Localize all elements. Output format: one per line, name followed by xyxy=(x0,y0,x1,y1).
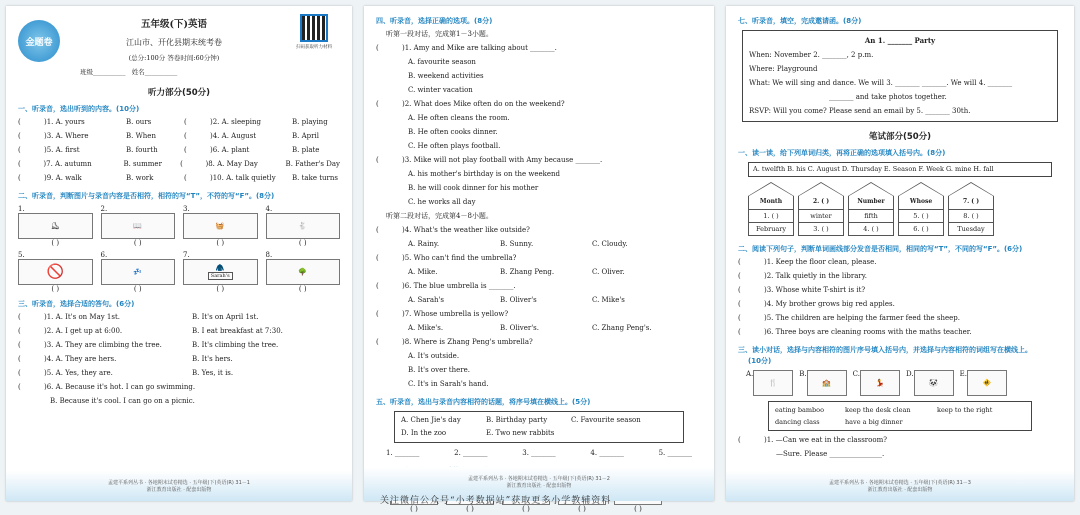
question-row: ( )7. Whose umbrella is yellow? xyxy=(376,310,509,318)
section-7-title: 七、听录音，填空，完成邀请函。(8分) xyxy=(738,17,862,25)
answer-option[interactable]: A. Rainy. xyxy=(408,240,440,248)
topic-answer-blanks xyxy=(376,446,702,460)
picture-item: 3. 🧺 ( ) xyxy=(183,205,258,247)
answer-option[interactable]: B. weekend activities xyxy=(408,72,484,80)
section-4-part-2 xyxy=(376,223,702,391)
word-house: Number fifth 4. ( ) xyxy=(848,182,894,236)
section-1-title: 一、听录音，选出听到的内容。(10分) xyxy=(18,105,140,113)
section-2-images xyxy=(18,205,340,293)
exam-meta: (总分:100分 答卷时间:60分钟) xyxy=(128,54,220,62)
section-4-title: 四、听录音，选择正确的选项。(8分) xyxy=(376,17,493,25)
people-picnic-icon: 🧺 xyxy=(183,213,258,239)
answer-option[interactable]: A. favourite season xyxy=(408,58,476,66)
section-5-title: 五、听录音，选出与录音内容相符的话题，将序号填在横线上。(5分) xyxy=(376,398,591,406)
question-row: ( )5. A. Yes, they are. B. Yes, it is. xyxy=(18,369,234,377)
picture-item: 1. ⛸ ( ) xyxy=(18,205,93,247)
picture-item: 4. 🐇 ( ) xyxy=(266,205,341,247)
listening-header: 听力部分(50分) xyxy=(147,88,211,98)
reading-2-title: 二、阅读下列句子，判断单词画线部分发音是否相同，相同的写“T”，不同的写“F”。(6分) xyxy=(738,245,1023,253)
answer-option[interactable]: A. He often cleans the room. xyxy=(408,114,510,122)
question-row: ( )3. Whose white T-shirt is it? xyxy=(738,286,866,294)
answer-blank[interactable]: 3. _______ xyxy=(522,449,556,457)
question-row: ( )3. A. Where B. When ( )4. A. August B. April xyxy=(18,132,319,140)
section-4-part-1 xyxy=(376,41,702,209)
answer-option[interactable]: B. Sunny. xyxy=(500,240,534,248)
question-row: ( )8. Where is Zhang Peng's umbrella? xyxy=(376,338,533,346)
picture-item: 7. 🧥 Sarah's ( ) xyxy=(183,251,258,293)
question-row: ( )3. Mike will not play football with Amy because _______. xyxy=(376,156,603,164)
qr-code-icon[interactable] xyxy=(300,14,328,42)
question-row: ( )7. A. autumn B. summer ( )8. A. May Day B. Father's Day xyxy=(18,160,340,168)
exam-page-3: 七、听录音，填空，完成邀请函。(8分) An 1. _______ Party When: November 2. _______, 2 p.m. Where: Playground What: We will sing and dance. We will 3. _______ _______. We will 4. _______ _______ and take photos together. RSVP: Will you come? Please send an email by 5. _______ 30th. 笔试部分(50分) 一、读一读，给下列单词归类，再将正确的选项填入括号内。(8分) A. twelfth B. his C. August D. Thursday E. Season F. Week G. mine H. fall Month 1. ( ) February 2. ( ) winter 3. ( ) Number fifth 4. ( ) Whose 5. ( ) 6. ( ) 7. ( ) 8. ( ) Tuesday 二、阅读下列句子，判断单词画线部分发音是否相同，相同的写“T”，不同的写“F”。(6分) ( )1. Keep the floor clean, please. ( )2. Talk quietly in the library. ( )3. Whose white T-shirt is it? ( )4. My brother grows big red apples. ( )5. The children are helping the farmer feed the sheep. ( )6. Three boys are cleaning rooms with the maths teacher. 三、读小对话，选择与内容相符的图片序号填入括号内，并选择与内容相符的词组写在横线上。 (10分) A. 🍴 B. 🏫 C. 💃 D. 🐼 E. 🚸 eating bamboo keep the desk clean keep to the right dancing class have a big dinner ( )1. —Can we eat in the classroom? —Sure. Please _______________. 孟建平系列丛书 · 各地期末试卷精选 · 五年级(下)英语(R) 31－3 浙江教育出版社 · 配套出版物 xyxy=(726,6,1074,501)
word-house: 7. ( ) 8. ( ) Tuesday xyxy=(948,182,994,236)
reading-3-images: A. 🍴 B. 🏫 C. 💃 D. 🐼 E. 🚸 xyxy=(738,367,1062,399)
answer-option[interactable]: C. Mike's xyxy=(592,296,625,304)
written-header: 笔试部分(50分) xyxy=(868,132,932,142)
section-3-title: 三、听录音，选择合适的答句。(6分) xyxy=(18,300,135,308)
question-row: ( )6. Three boys are cleaning rooms with the maths teacher. xyxy=(738,328,972,336)
picture-item: 5. 🚫 ( ) xyxy=(18,251,93,293)
answer-options xyxy=(376,237,702,251)
picture-item: 6. 💤 ( ) xyxy=(101,251,176,293)
answer-option[interactable]: C. Oliver. xyxy=(592,268,625,276)
question-row: ( )4. My brother grows big red apples. xyxy=(738,300,895,308)
picture-item: 8. 🌳 ( ) xyxy=(266,251,341,293)
question-row: ( )1. A. yours B. ours ( )2. A. sleeping B. playing xyxy=(18,118,328,126)
answer-option[interactable]: A. Mike's. xyxy=(408,324,444,332)
question-row: ( )1. Amy and Mike are talking about _______. xyxy=(376,44,557,52)
exam-page-2 xyxy=(364,6,714,513)
word-bank: A. twelfth B. his C. August D. Thursday E. Season F. Week G. mine H. fall xyxy=(748,162,1052,177)
section-4-intro-2: 听第二段对话，完成第4－8小题。 xyxy=(386,212,493,220)
classroom-desk-icon: 🏫 xyxy=(807,370,847,396)
jacket-icon: 🧥 Sarah's xyxy=(183,259,258,285)
question-row: ( )4. What's the weather like outside? xyxy=(376,226,530,234)
student-info: 班级__________ 姓名__________ xyxy=(80,68,178,76)
answer-blank[interactable]: 1. _______ xyxy=(386,449,420,457)
word-houses xyxy=(738,180,1062,238)
answer-option[interactable]: B. It's over there. xyxy=(408,366,470,374)
page-header: 金题卷 五年级(下)英语 江山市、开化县期末统考卷 (总分:100分 答卷时间:60分钟) 班级__________ 姓名__________ 扫码获取听力材料 xyxy=(18,12,340,78)
page-footer: 孟建平系列丛书 · 各地期末试卷精选 · 五年级(下)英语(R) 31－1 浙江教育出版社 · 配套出版物 xyxy=(6,471,352,501)
phrase-bank: eating bamboo keep the desk clean keep to the right dancing class have a big dinner xyxy=(768,401,1032,431)
answer-option[interactable]: B. Oliver's. xyxy=(500,324,539,332)
picture-item: ( ) xyxy=(558,479,606,513)
word-house: Month 1. ( ) February xyxy=(748,182,794,236)
dancing-kids-icon: 💃 xyxy=(860,370,900,396)
answer-blank[interactable]: 4. _______ xyxy=(590,449,624,457)
reading-3-title: 三、读小对话，选择与内容相符的图片序号填入括号内，并选择与内容相符的词组写在横线上。 xyxy=(738,346,1032,354)
answer-options xyxy=(376,265,702,279)
logo: 金题卷 xyxy=(18,20,60,62)
answer-blank[interactable]: 2. _______ xyxy=(454,449,488,457)
question-row: ( )2. What does Mike often do on the weekend? xyxy=(376,100,565,108)
question-row: ( )1. Keep the floor clean, please. xyxy=(738,258,877,266)
section-3-list xyxy=(18,310,340,380)
question-row: ( )2. A. I get up at 6:00. B. I eat breakfast at 7:30. xyxy=(18,327,283,335)
page-footer: 孟建平系列丛书 · 各地期末试卷精选 · 五年级(下)英语(R) 31－2 浙江教育出版社 · 配套出版物 xyxy=(364,467,714,501)
picture-item: ( ) xyxy=(446,479,494,513)
question-row: —Sure. Please _______________. xyxy=(776,450,885,458)
answer-option[interactable]: A. It's outside. xyxy=(408,352,460,360)
answer-options xyxy=(376,321,702,335)
question-row: ( )6. The blue umbrella is _______. xyxy=(376,282,516,290)
answer-option[interactable]: C. He often plays football. xyxy=(408,142,501,150)
answer-option[interactable]: C. he works all day xyxy=(408,198,476,206)
picture-item: 2. 📖 ( ) xyxy=(101,205,176,247)
question-row: ( )1. A. It's on May 1st. B. It's on April 1st. xyxy=(18,313,259,321)
question-row: ( )5. The children are helping the farmer feed the sheep. xyxy=(738,314,961,322)
answer-option[interactable]: A. Sarah's xyxy=(408,296,445,304)
answer-option[interactable]: C. winter vacation xyxy=(408,86,473,94)
exam-subtitle: 江山市、开化县期末统考卷 xyxy=(126,38,222,47)
planting-tree-icon: 🌳 xyxy=(266,259,341,285)
watermark-text: 关注微信公众号“小考数据站”获取更多小学教辅资料 xyxy=(380,496,612,506)
answer-blank[interactable]: 5. _______ xyxy=(658,449,692,457)
question-row: ( )6. A. Because it's hot. I can go swimming. xyxy=(18,383,196,391)
kids-sleeping-icon: 💤 xyxy=(101,259,176,285)
section-1-list xyxy=(18,115,340,185)
exam-page-1 xyxy=(6,6,352,501)
answer-option[interactable]: B. Zhang Peng. xyxy=(500,268,555,276)
question-row: ( )3. A. They are climbing the tree. B. It's climbing the tree. xyxy=(18,341,279,349)
section-4-intro-1: 听第一段对话，完成第1－3小题。 xyxy=(386,30,493,38)
boy-reading-icon: 📖 xyxy=(101,213,176,239)
question-row: ( )5. A. first B. fourth ( )6. A. plant B. plate xyxy=(18,146,320,154)
page-title: 五年级(下)英语 xyxy=(141,19,207,30)
answer-option[interactable]: C. It's in Sarah's hand. xyxy=(408,380,489,388)
answer-option[interactable]: C. Cloudy. xyxy=(592,240,628,248)
page-footer: 孟建平系列丛书 · 各地期末试卷精选 · 五年级(下)英语(R) 31－3 浙江教育出版社 · 配套出版物 xyxy=(726,471,1074,501)
answer-option[interactable]: C. Zhang Peng's. xyxy=(592,324,652,332)
answer-option[interactable]: B. Oliver's xyxy=(500,296,537,304)
question-row: ( )1. —Can we eat in the classroom? xyxy=(738,436,887,444)
answer-option[interactable]: B. He often cooks dinner. xyxy=(408,128,498,136)
topic-options-box: A. Chen Jie's day B. Birthday party C. Favourite season D. In the zoo E. Two new rabbits xyxy=(394,411,684,443)
word-house: Whose 5. ( ) 6. ( ) xyxy=(898,182,944,236)
answer-options xyxy=(376,293,702,307)
question-row: ( )2. Talk quietly in the library. xyxy=(738,272,867,280)
invitation-card: An 1. _______ Party When: November 2. _______, 2 p.m. Where: Playground What: We will sing and dance. We will 3. _______ _______. We will 4. _______ _______ and take photos together. RSVP: Will you come? Please send an email by 5. _______ 30th. xyxy=(742,30,1058,122)
picture-item: ( ) xyxy=(390,479,438,513)
answer-option[interactable]: A. his mother's birthday is on the weekend xyxy=(408,170,561,178)
answer-option[interactable]: A. Mike. xyxy=(408,268,438,276)
picture-item: ( ) xyxy=(614,479,662,513)
reading-1-title: 一、读一读，给下列单词归类，再将正确的选项填入括号内。(8分) xyxy=(738,149,946,157)
stairs-walking-icon: 🚸 xyxy=(967,370,1007,396)
no-food-sign-icon: 🚫 xyxy=(18,259,93,285)
reading-2-list xyxy=(738,255,1062,339)
question-row: ( )5. Who can't find the umbrella? xyxy=(376,254,517,262)
section-2-title: 二、听录音，判断图片与录音内容是否相符，相符的写“T”，不符的写“F”。(8分) xyxy=(18,192,275,200)
word-house: 2. ( ) winter 3. ( ) xyxy=(798,182,844,236)
question-row: ( )9. A. walk B. work ( )10. A. talk quietly B. take turns xyxy=(18,174,338,182)
panda-icon: 🐼 xyxy=(914,370,954,396)
skating-kids-icon: ⛸ xyxy=(18,213,93,239)
question-row: ( )4. A. They are hers. B. It's hers. xyxy=(18,355,233,363)
plate-fork-icon: 🍴 xyxy=(753,370,793,396)
question-row: B. Because it's cool. I can go on a picnic. xyxy=(50,397,195,405)
picture-item: ( ) xyxy=(502,479,550,513)
answer-option[interactable]: B. he will cook dinner for his mother xyxy=(408,184,539,192)
rabbits-icon: 🐇 xyxy=(266,213,341,239)
